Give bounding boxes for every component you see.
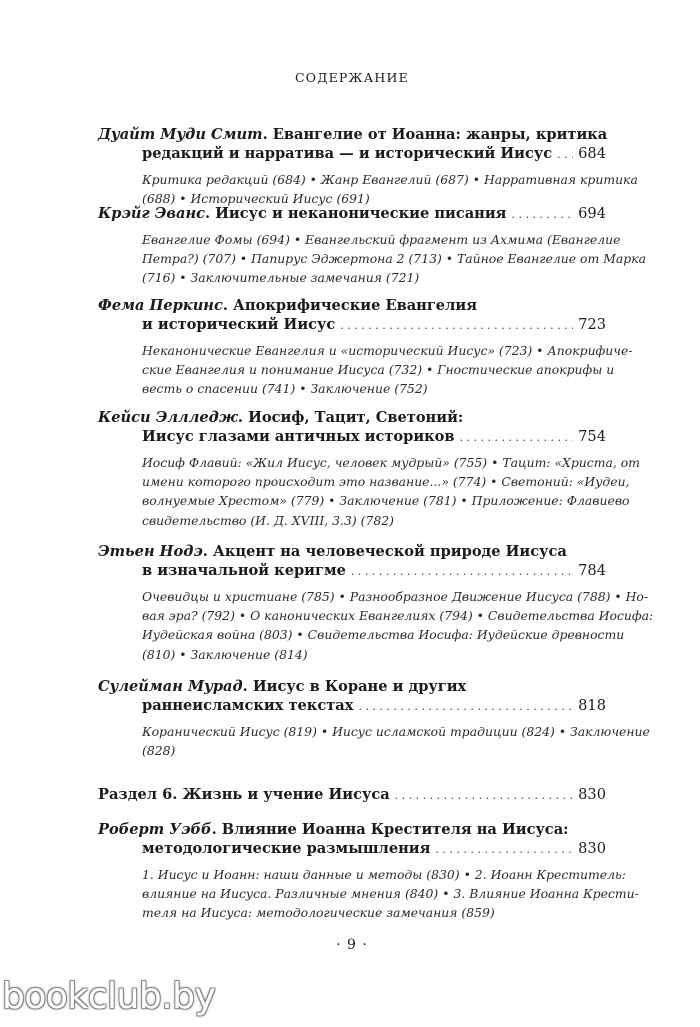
entry-subsections [98,230,646,288]
entry-page-number: 723 [578,316,606,333]
leader-dots [351,562,573,581]
entry-title-line [98,144,606,164]
entry-subsections [98,170,638,208]
toc-entry [98,408,640,530]
entry-page-number: 830 [578,840,606,857]
leader-dots [358,697,573,716]
leader-dots [435,840,573,859]
entry-title-cont: методологические размышления [142,840,431,857]
subsection-line: (716) • Заключительные замечания (721) [142,270,420,286]
entry-title-line: Крэйг Эванс . Иисус и неканонические писания . . . 694 [98,204,606,224]
page-header: СОДЕРЖАНИЕ [295,70,409,85]
subsection-line: (828) [142,743,176,759]
entry-author: Крэйг Эванс [98,205,205,222]
entry-subsections [98,341,633,399]
toc-page [98,0,654,1027]
toc-entry [98,820,639,923]
entry-title-line [98,696,606,716]
subsection-line: Критика редакций (684) • Жанр Евангелий (687) • Нарративная критика [142,172,638,187]
entry-title: Апокрифические Евангелия [233,297,477,314]
entry-title-cont: в изначальной керигме [142,562,346,579]
page-number: · 9 · [336,937,368,953]
toc-entry [98,677,650,760]
subsection-line: свидетельство (И. Д. XVIII, 3.3) (782) [142,512,394,528]
entry-title-line: Фема Перкинс . Апокрифические Евангелия [98,297,477,314]
entry-title-line: Этьен Нодэ . Акцент на человеческой природе Иисуса [98,543,567,560]
subsection-line: вая эра? (792) • О канонических Евангелиях (794) • Свидетельства Иосифа: [142,608,654,624]
subsection-line: Коранический Иисус (819) • Иисус исламской традиции (824) • Заключение [142,724,650,739]
subsection-line: теля на Иисуса: методологические замечания (859) [142,905,495,921]
entry-page-number: 784 [578,562,606,579]
toc-entry [98,296,633,399]
entry-page-number: 684 [578,145,606,162]
entry-subsections [98,453,640,530]
subsection-line: влияние на Иисуса. Различные мнения (840) • 3. Влияние Иоанна Крести- [142,886,639,902]
entry-title-line: Кейси Эллледж . Иосиф, Тацит, Светоний: [98,409,464,426]
entry-title: Иисус в Коране и других [252,678,467,695]
subsection-line: имени которого происходит это название...» (774) • Светоний: «Иудеи, [142,474,630,490]
entry-title: Акцент на человеческой природе Иисуса [212,543,567,560]
entry-title-line [98,561,606,581]
subsection-line: Иосиф Флавий: «Жил Иисус, человек мудрый» (755) • Тацит: «Христа, от [142,455,640,470]
entry-title-cont: Иисус глазами античных историков [142,428,455,445]
entry-title-line [98,315,606,335]
entry-title: Иисус и неканонические писания [215,205,507,222]
section-page-number: 830 [578,786,606,803]
toc-entry [98,125,638,208]
entry-author: Кейси Эллледж [98,409,238,426]
entry-author: Дуайт Муди Смит [98,126,263,143]
entry-page-number: 818 [578,697,606,714]
entry-title: Иосиф, Тацит, Светоний: [248,409,464,426]
leader-dots [511,205,573,224]
leader-dots [460,428,574,447]
subsection-line: Очевидцы и христиане (785) • Разнообразное Движение Иисуса (788) • Но- [142,589,649,604]
leader-dots [395,786,573,805]
entry-title-cont: и исторический Иисус [142,316,336,333]
watermark-logo: bookclub.by [2,976,216,1017]
entry-title-line [98,427,606,447]
entry-title-line: Сулейман Мурад . Иисус в Коране и других [98,678,467,695]
subsection-line: Евангелие Фомы (694) • Евангельский фрагмент из Ахмима (Евангелие [142,232,621,247]
entry-page-number: 694 [578,205,606,222]
entry-title-line: Роберт Уэбб . Влияние Иоанна Крестителя на Иисуса: [98,821,569,838]
subsection-line: Иудейская война (803) • Свидетельства Иосифа: Иудейские древности [142,627,625,643]
entry-title: Евангелие от Иоанна: жанры, критика [272,126,608,143]
entry-author: Сулейман Мурад [98,678,243,695]
subsection-line: Неканонические Евангелия и «исторический Иисус» (723) • Апокрифиче- [142,343,633,358]
subsection-line: (810) • Заключение (814) [142,646,308,662]
section-line [98,785,606,805]
entry-subsections [98,587,654,664]
section-title: Раздел 6. Жизнь и учение Иисуса [98,786,390,803]
subsection-line: Петра?) (707) • Папирус Эджертона 2 (713) • Тайное Евангелие от Марка [142,251,646,267]
subsection-line: (688) • Исторический Иисус (691) [142,191,370,207]
entry-subsections [98,722,650,760]
entry-author: Роберт Уэбб [98,821,212,838]
toc-entry [98,204,646,288]
section-heading [98,785,606,805]
toc-entry [98,542,654,664]
subsection-line: 1. Иисус и Иоанн: наши данные и методы (830) • 2. Иоанн Креститель: [142,867,626,882]
entry-title-cont: редакций и нарратива — и исторический Иисус [142,145,553,162]
leader-dots [340,316,573,335]
subsection-line: весть о спасении (741) • Заключение (752) [142,381,428,397]
entry-author: Этьен Нодэ [98,543,203,560]
entry-title: Влияние Иоанна Крестителя на Иисуса: [221,821,569,838]
entry-page-number: 754 [578,428,606,445]
entry-subsections [98,865,639,923]
subsection-line: ские Евангелия и понимание Иисуса (732) • Гностические апокрифы и [142,362,615,378]
entry-title-cont: раннеисламских текстах [142,697,354,714]
subsection-line: волнуемые Хрестом» (779) • Заключение (781) • Приложение: Флавиево [142,493,630,509]
entry-author: Фема Перкинс [98,297,223,314]
entry-title-line: Дуайт Муди Смит . Евангелие от Иоанна: жанры, критика [98,126,608,143]
leader-dots [557,145,573,164]
entry-title-line [98,839,606,859]
